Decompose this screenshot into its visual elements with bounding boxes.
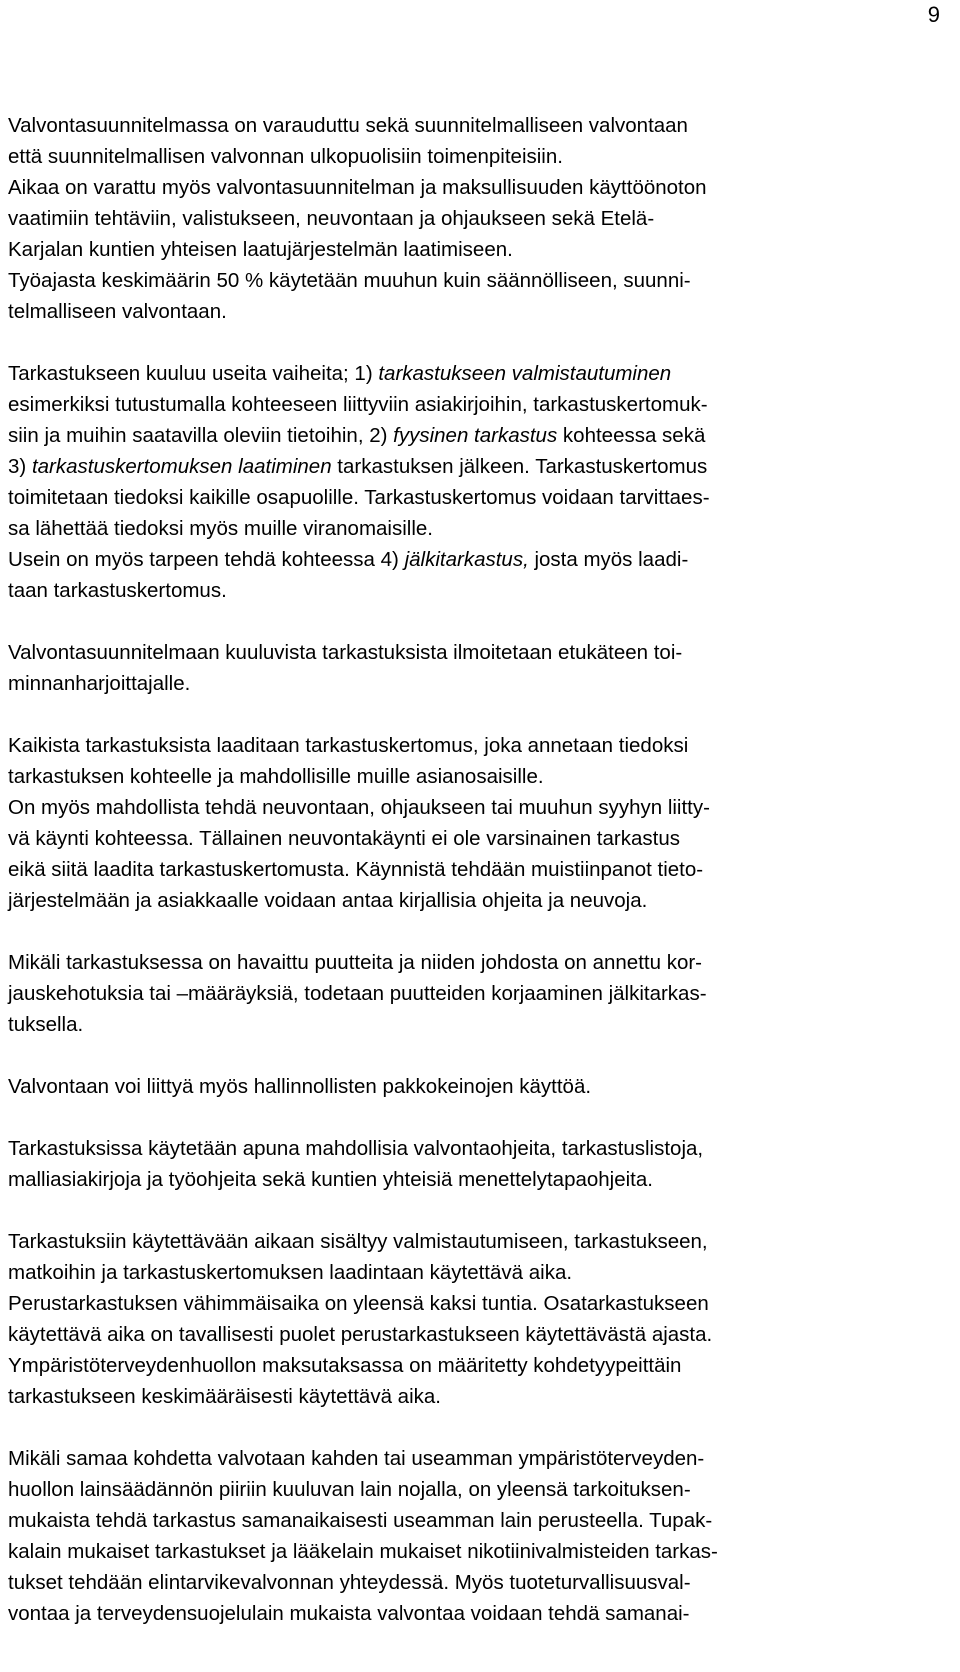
- text-line: sa lähettää tiedoksi myös muille viranomaisille.: [8, 517, 433, 540]
- text-line: Perustarkastuksen vähimmäisaika on yleensä kaksi tuntia. Osatarkastukseen: [8, 1292, 709, 1315]
- text-line: järjestelmään ja asiakkaalle voidaan antaa kirjallisia ohjeita ja neuvoja.: [8, 889, 648, 912]
- text-line: Kaikista tarkastuksista laaditaan tarkastuskertomus, joka annetaan tiedoksi: [8, 734, 689, 757]
- text-line: Mikäli tarkastuksessa on havaittu puutteita ja niiden johdosta on annettu kor-: [8, 951, 702, 974]
- text-line: malliasiakirjoja ja työohjeita sekä kuntien yhteisiä menettelytapaohjeita.: [8, 1168, 653, 1191]
- text-line: huollon lainsäädännön piiriin kuuluvan lain nojalla, on yleensä tarkoituksen-: [8, 1478, 691, 1501]
- text-run: Usein on myös tarpeen tehdä kohteessa 4): [8, 548, 405, 571]
- text-line: vaatimiin tehtäviin, valistukseen, neuvontaan ja ohjaukseen sekä Etelä-: [8, 207, 655, 230]
- text-line: [8, 420, 938, 451]
- text-line: vontaa ja terveydensuojelulain mukaista valvontaa voidaan tehdä samanai-: [8, 1602, 690, 1625]
- text-run: Tarkastukseen kuuluu useita vaiheita; 1): [8, 362, 379, 385]
- text-line: tukset tehdään elintarvikevalvonnan yhteydessä. Myös tuoteturvallisuusval-: [8, 1571, 691, 1594]
- text-run: tarkastuksen jälkeen. Tarkastuskertomus: [331, 455, 708, 478]
- paragraph-8: [8, 1226, 938, 1412]
- text-line: taan tarkastuskertomus.: [8, 579, 227, 602]
- text-line: Karjalan kuntien yhteisen laatujärjestelmän laatimiseen.: [8, 238, 513, 261]
- text-line: eikä siitä laadita tarkastuskertomusta. Käynnistä tehdään muistiinpanot tieto-: [8, 858, 704, 881]
- text-line: toimitetaan tiedoksi kaikille osapuolille. Tarkastuskertomus voidaan tarvittaes-: [8, 486, 710, 509]
- text-run: josta myös laadi-: [528, 548, 689, 571]
- emphasis-text: fyysinen tarkastus: [393, 424, 558, 447]
- text-line: [8, 358, 938, 389]
- emphasis-text: tarkastuskertomuksen laatiminen: [31, 455, 332, 478]
- text-line: Työajasta keskimäärin 50 % käytetään muuhun kuin säännölliseen, suunni-: [8, 269, 691, 292]
- text-line: Mikäli samaa kohdetta valvotaan kahden tai useamman ympäristöterveyden-: [8, 1447, 705, 1470]
- text-line: Ympäristöterveydenhuollon maksutaksassa on määritetty kohdetyypeittäin: [8, 1354, 682, 1377]
- emphasis-text: tarkastukseen valmistautuminen: [378, 362, 672, 385]
- paragraph-5: [8, 947, 938, 1040]
- text-line: vä käynti kohteessa. Tällainen neuvontakäynti ei ole varsinainen tarkastus: [8, 827, 680, 850]
- text-line: tuksella.: [8, 1013, 84, 1036]
- paragraph-2: [8, 358, 938, 606]
- text-line: matkoihin ja tarkastuskertomuksen laadintaan käytettävä aika.: [8, 1261, 573, 1284]
- paragraph-6: [8, 1071, 938, 1102]
- text-line: Tarkastuksiin käytettävään aikaan sisältyy valmistautumiseen, tarkastukseen,: [8, 1230, 708, 1253]
- text-line: telmalliseen valvontaan.: [8, 300, 227, 323]
- text-run: 3): [8, 455, 32, 478]
- page-number: 9: [927, 2, 940, 27]
- paragraph-9: [8, 1443, 938, 1629]
- paragraph-7: [8, 1133, 938, 1195]
- text-line: että suunnitelmallisen valvonnan ulkopuolisiin toimenpiteisiin.: [8, 145, 563, 168]
- text-line: jauskehotuksia tai –määräyksiä, todetaan puutteiden korjaaminen jälkitarkas-: [8, 982, 707, 1005]
- document-body: [8, 110, 938, 1629]
- text-line: mukaista tehdä tarkastus samanaikaisesti useamman lain perusteella. Tupak-: [8, 1509, 713, 1532]
- text-run: kohteessa sekä: [557, 424, 706, 447]
- paragraph-3: [8, 637, 938, 699]
- text-line: minnanharjoittajalle.: [8, 672, 191, 695]
- text-line: Valvontasuunnitelmassa on varauduttu sekä suunnitelmalliseen valvontaan: [8, 114, 688, 137]
- text-line: käytettävä aika on tavallisesti puolet perustarkastukseen käytettävästä ajasta.: [8, 1323, 713, 1346]
- text-line: tarkastuksen kohteelle ja mahdollisille muille asianosaisille.: [8, 765, 544, 788]
- text-line: On myös mahdollista tehdä neuvontaan, ohjaukseen tai muuhun syyhyn liitty-: [8, 796, 710, 819]
- text-line: Aikaa on varattu myös valvontasuunnitelman ja maksullisuuden käyttöönoton: [8, 176, 707, 199]
- text-line: tarkastukseen keskimääräisesti käytettävä aika.: [8, 1385, 441, 1408]
- text-line: Tarkastuksissa käytetään apuna mahdollisia valvontaohjeita, tarkastuslistoja,: [8, 1137, 704, 1160]
- text-line: esimerkiksi tutustumalla kohteeseen liittyviin asiakirjoihin, tarkastuskertomuk-: [8, 393, 708, 416]
- text-line: [8, 451, 938, 482]
- text-line: kalain mukaiset tarkastukset ja lääkelain mukaiset nikotiinivalmisteiden tarkas-: [8, 1540, 718, 1563]
- text-line: [8, 544, 938, 575]
- paragraph-4: [8, 730, 938, 916]
- paragraph-1: [8, 110, 938, 327]
- text-line: Valvontasuunnitelmaan kuuluvista tarkastuksista ilmoitetaan etukäteen toi-: [8, 641, 683, 664]
- text-line: Valvontaan voi liittyä myös hallinnollisten pakkokeinojen käyttöä.: [8, 1075, 592, 1098]
- text-run: siin ja muihin saatavilla oleviin tietoihin, 2): [8, 424, 394, 447]
- emphasis-text: jälkitarkastus,: [404, 548, 529, 571]
